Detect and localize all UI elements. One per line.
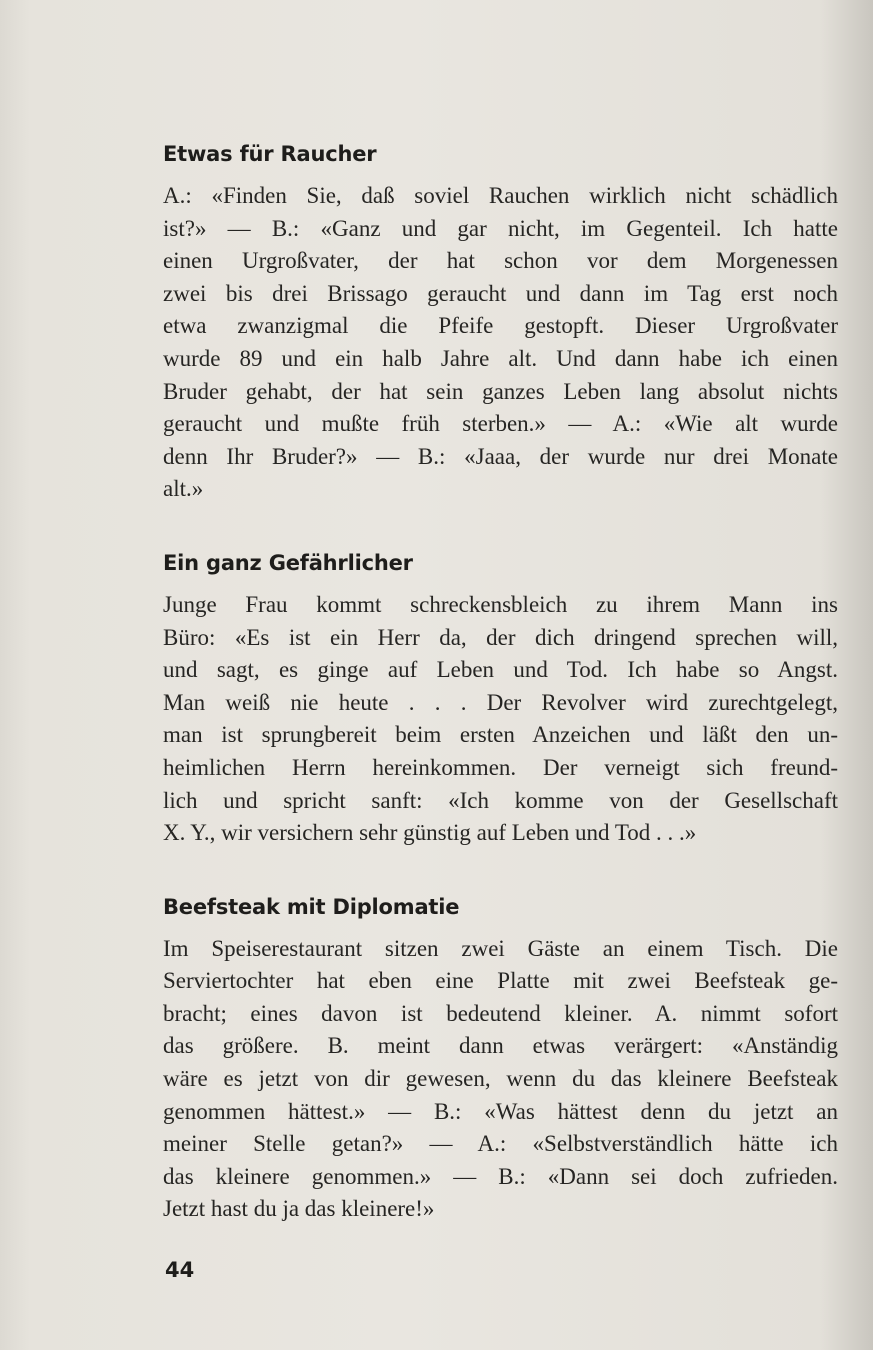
text-line: meiner Stelle getan?» — A.: «Selbstverständlich hätte ich xyxy=(163,1131,838,1157)
section-gefaehrlicher xyxy=(163,547,838,850)
text-line: etwa zwanzigmal die Pfeife gestopft. Dieser Urgroßvater xyxy=(163,313,838,339)
text-line: Serviertochter hat eben eine Platte mit zwei Beefsteak ge- xyxy=(163,968,838,994)
text-line: Im Speiserestaurant sitzen zwei Gäste an einem Tisch. Die xyxy=(163,935,838,961)
text-line: heimlichen Herrn hereinkommen. Der verneigt sich freund- xyxy=(163,754,838,780)
text-line: wurde 89 und ein halb Jahre alt. Und dann habe ich einen xyxy=(163,345,838,371)
text-line: X. Y., wir versichern sehr günstig auf Leben und Tod . . .» xyxy=(163,820,697,846)
text-line: zwei bis drei Brissago geraucht und dann im Tag erst noch xyxy=(163,280,838,306)
section-beefsteak xyxy=(163,891,838,1226)
text-line: Jetzt hast du ja das kleinere!» xyxy=(163,1196,435,1222)
section-body xyxy=(163,180,838,506)
text-line: denn Ihr Bruder?» — B.: «Jaaa, der wurde nur drei Monate xyxy=(163,443,838,469)
text-line: genommen hättest.» — B.: «Was hättest denn du jetzt an xyxy=(163,1098,838,1124)
section-raucher xyxy=(163,138,838,506)
section-title: Etwas für Raucher xyxy=(163,142,377,166)
section-body xyxy=(163,589,838,850)
text-line: das größere. B. meint dann etwas verärgert: «Anständig xyxy=(163,1033,838,1059)
text-line: lich und spricht sanft: «Ich komme von der Gesellschaft xyxy=(163,787,838,813)
page-content xyxy=(163,138,838,1267)
section-title: Ein ganz Gefährlicher xyxy=(163,550,413,575)
text-line: wäre es jetzt von dir gewesen, wenn du das kleinere Beefsteak xyxy=(163,1066,838,1092)
text-line: das kleinere genommen.» — B.: «Dann sei doch zufrieden. xyxy=(163,1163,838,1189)
text-line: Büro: «Es ist ein Herr da, der dich dringend sprechen will, xyxy=(163,624,838,650)
page-number: 44 xyxy=(165,1258,195,1282)
text-line: Man weiß nie heute . . . Der Revolver wird zurechtgelegt, xyxy=(163,689,838,715)
text-line: alt.» xyxy=(163,476,204,502)
text-line: Bruder gehabt, der hat sein ganzes Leben lang absolut nichts xyxy=(163,378,838,404)
text-line: ist?» — B.: «Ganz und gar nicht, im Gegenteil. Ich hatte xyxy=(163,215,838,241)
text-line: geraucht und mußte früh sterben.» — A.: «Wie alt wurde xyxy=(163,411,838,437)
text-line: bracht; eines davon ist bedeutend kleiner. A. nimmt sofort xyxy=(163,1000,838,1026)
section-title: Beefsteak mit Diplomatie xyxy=(163,894,460,919)
text-line: Junge Frau kommt schreckensbleich zu ihrem Mann ins xyxy=(163,591,838,617)
section-body xyxy=(163,933,838,1226)
text-line: man ist sprungbereit beim ersten Anzeichen und läßt den un- xyxy=(163,722,838,748)
text-line: und sagt, es ginge auf Leben und Tod. Ich habe so Angst. xyxy=(163,657,838,683)
text-line: A.: «Finden Sie, daß soviel Rauchen wirklich nicht schädlich xyxy=(163,183,838,208)
text-line: einen Urgroßvater, der hat schon vor dem Morgenessen xyxy=(163,248,838,274)
